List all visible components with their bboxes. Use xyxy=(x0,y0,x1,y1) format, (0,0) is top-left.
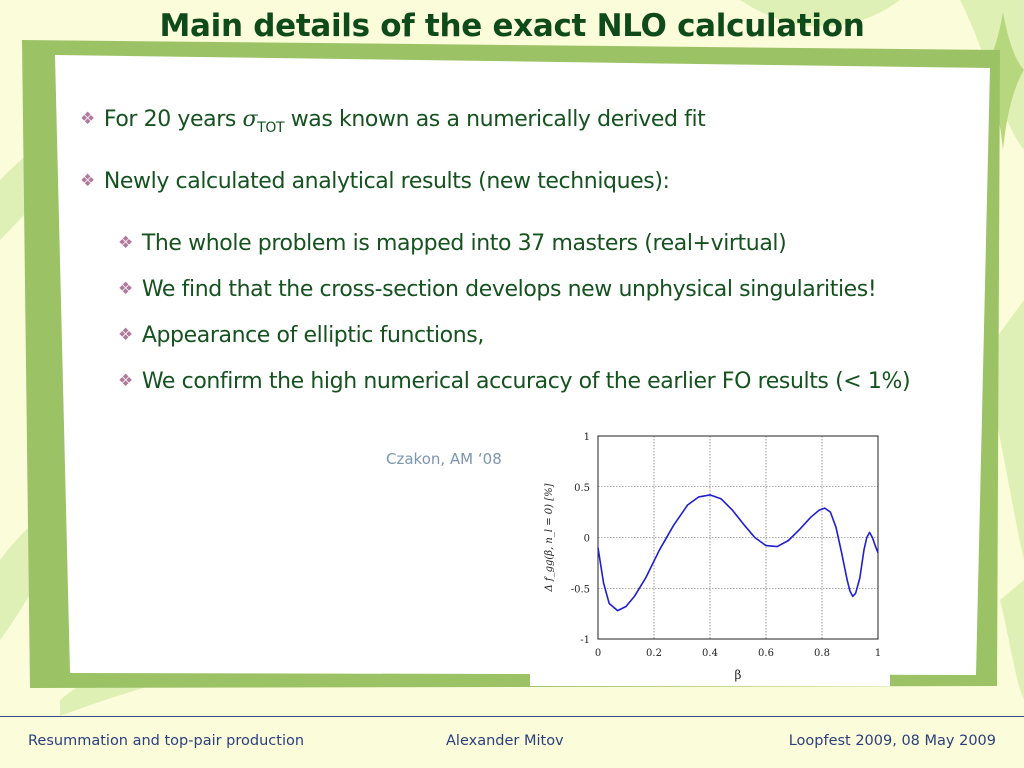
subbullet-text: Appearance of elliptic functions, xyxy=(141,323,484,348)
x-tick-label: 0.2 xyxy=(646,648,662,659)
bullet-text-post: was known as a numerically derived fit xyxy=(284,107,706,132)
subbullet-text: We confirm the high numerical accuracy of the earlier FO results (< 1%) xyxy=(141,369,911,394)
x-tick-label: 0.4 xyxy=(702,648,718,659)
x-tick-label: 0.6 xyxy=(758,648,774,659)
x-axis-label: β xyxy=(734,668,742,682)
subbullet-text: The whole problem is mapped into 37 masters (real+virtual) xyxy=(141,231,787,256)
subbullet-masters xyxy=(118,231,786,256)
diamond-bullet-icon: ❖ xyxy=(118,371,133,391)
bullet-sigma-tot xyxy=(80,107,706,136)
slide-title: Main details of the exact NLO calculation xyxy=(159,8,865,44)
y-tick-label: 0.5 xyxy=(574,482,590,494)
bullet-new-results xyxy=(80,169,670,194)
y-tick-label: 0 xyxy=(583,533,590,545)
y-tick-label: -1 xyxy=(580,635,590,646)
subbullet-accuracy xyxy=(118,369,910,394)
x-tick-label: 1 xyxy=(874,648,882,659)
y-tick-label: 1 xyxy=(583,432,590,443)
footer-divider xyxy=(0,716,1024,717)
footer-left: Resummation and top-pair production xyxy=(28,733,305,749)
x-tick-label: 0.8 xyxy=(814,648,830,659)
y-tick-label: -0.5 xyxy=(570,584,590,596)
nlo-correction-chart xyxy=(530,424,890,686)
sigma-subscript: TOT xyxy=(257,120,285,136)
subbullet-singularities xyxy=(118,277,876,302)
series-line xyxy=(598,495,878,611)
subbullet-text: We find that the cross-section develops new unphysical singularities! xyxy=(141,277,877,302)
x-tick-label: 0 xyxy=(594,648,602,659)
diamond-bullet-icon: ❖ xyxy=(80,171,95,191)
diamond-bullet-icon: ❖ xyxy=(118,279,133,299)
diamond-bullet-icon: ❖ xyxy=(80,109,95,129)
sigma-symbol: σ xyxy=(242,107,258,132)
citation: Czakon, AM ‘08 xyxy=(386,450,502,468)
diamond-bullet-icon: ❖ xyxy=(118,233,133,253)
bullet-text: Newly calculated analytical results (new techniques): xyxy=(103,169,670,194)
diamond-bullet-icon: ❖ xyxy=(118,325,133,345)
subbullet-elliptic xyxy=(118,323,484,348)
footer-center: Alexander Mitov xyxy=(446,733,564,749)
y-axis-label: Δ f_gg(β, n_l = 0) [%] xyxy=(544,483,555,592)
bullet-text-pre: For 20 years xyxy=(103,107,243,132)
footer-right: Loopfest 2009, 08 May 2009 xyxy=(788,733,996,749)
